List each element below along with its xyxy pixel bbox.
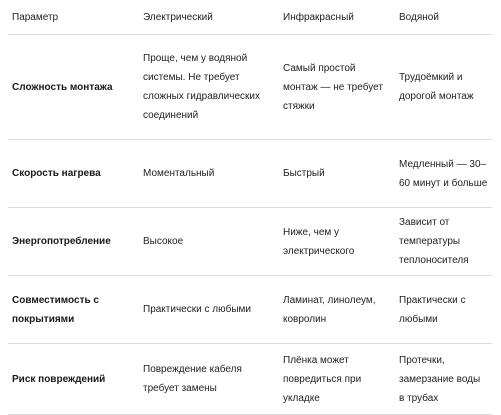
table-row — [8, 208, 492, 276]
cell-infrared: Ниже, чем у электрического — [279, 208, 395, 276]
cell-electric: Высокое — [139, 208, 279, 276]
header-parameter: Параметр — [8, 0, 139, 35]
cell-infrared: Ламинат, линолеум, ковролин — [279, 276, 395, 344]
cell-electric: Моментальный — [139, 140, 279, 208]
cell-electric: Повреждение кабеля требует замены — [139, 344, 279, 415]
table-header-row — [8, 0, 492, 35]
row-parameter: Риск повреждений — [8, 344, 139, 415]
row-parameter: Скорость нагрева — [8, 140, 139, 208]
cell-water: Практически с любыми — [395, 276, 492, 344]
header-electric: Электрический — [139, 0, 279, 35]
cell-water: Протечки, замерзание воды в трубах — [395, 344, 492, 415]
cell-water: Зависит от температуры теплоносителя — [395, 208, 492, 276]
row-parameter: Сложность монтажа — [8, 35, 139, 140]
header-water: Водяной — [395, 0, 492, 35]
row-parameter: Энергопотребление — [8, 208, 139, 276]
heating-comparison-table — [8, 0, 492, 415]
cell-water: Медленный — 30–60 минут и больше — [395, 140, 492, 208]
table-row — [8, 344, 492, 415]
cell-infrared: Плёнка может повредиться при укладке — [279, 344, 395, 415]
table-row — [8, 140, 492, 208]
cell-infrared: Быстрый — [279, 140, 395, 208]
cell-electric: Практически с любыми — [139, 276, 279, 344]
cell-water: Трудоёмкий и дорогой монтаж — [395, 35, 492, 140]
row-parameter: Совместимость с покрытиями — [8, 276, 139, 344]
cell-infrared: Самый простой монтаж — не требует стяжки — [279, 35, 395, 140]
table-row — [8, 35, 492, 140]
table-row — [8, 276, 492, 344]
cell-electric: Проще, чем у водяной системы. Не требует сложных гидравлических соединений — [139, 35, 279, 140]
header-infrared: Инфракрасный — [279, 0, 395, 35]
